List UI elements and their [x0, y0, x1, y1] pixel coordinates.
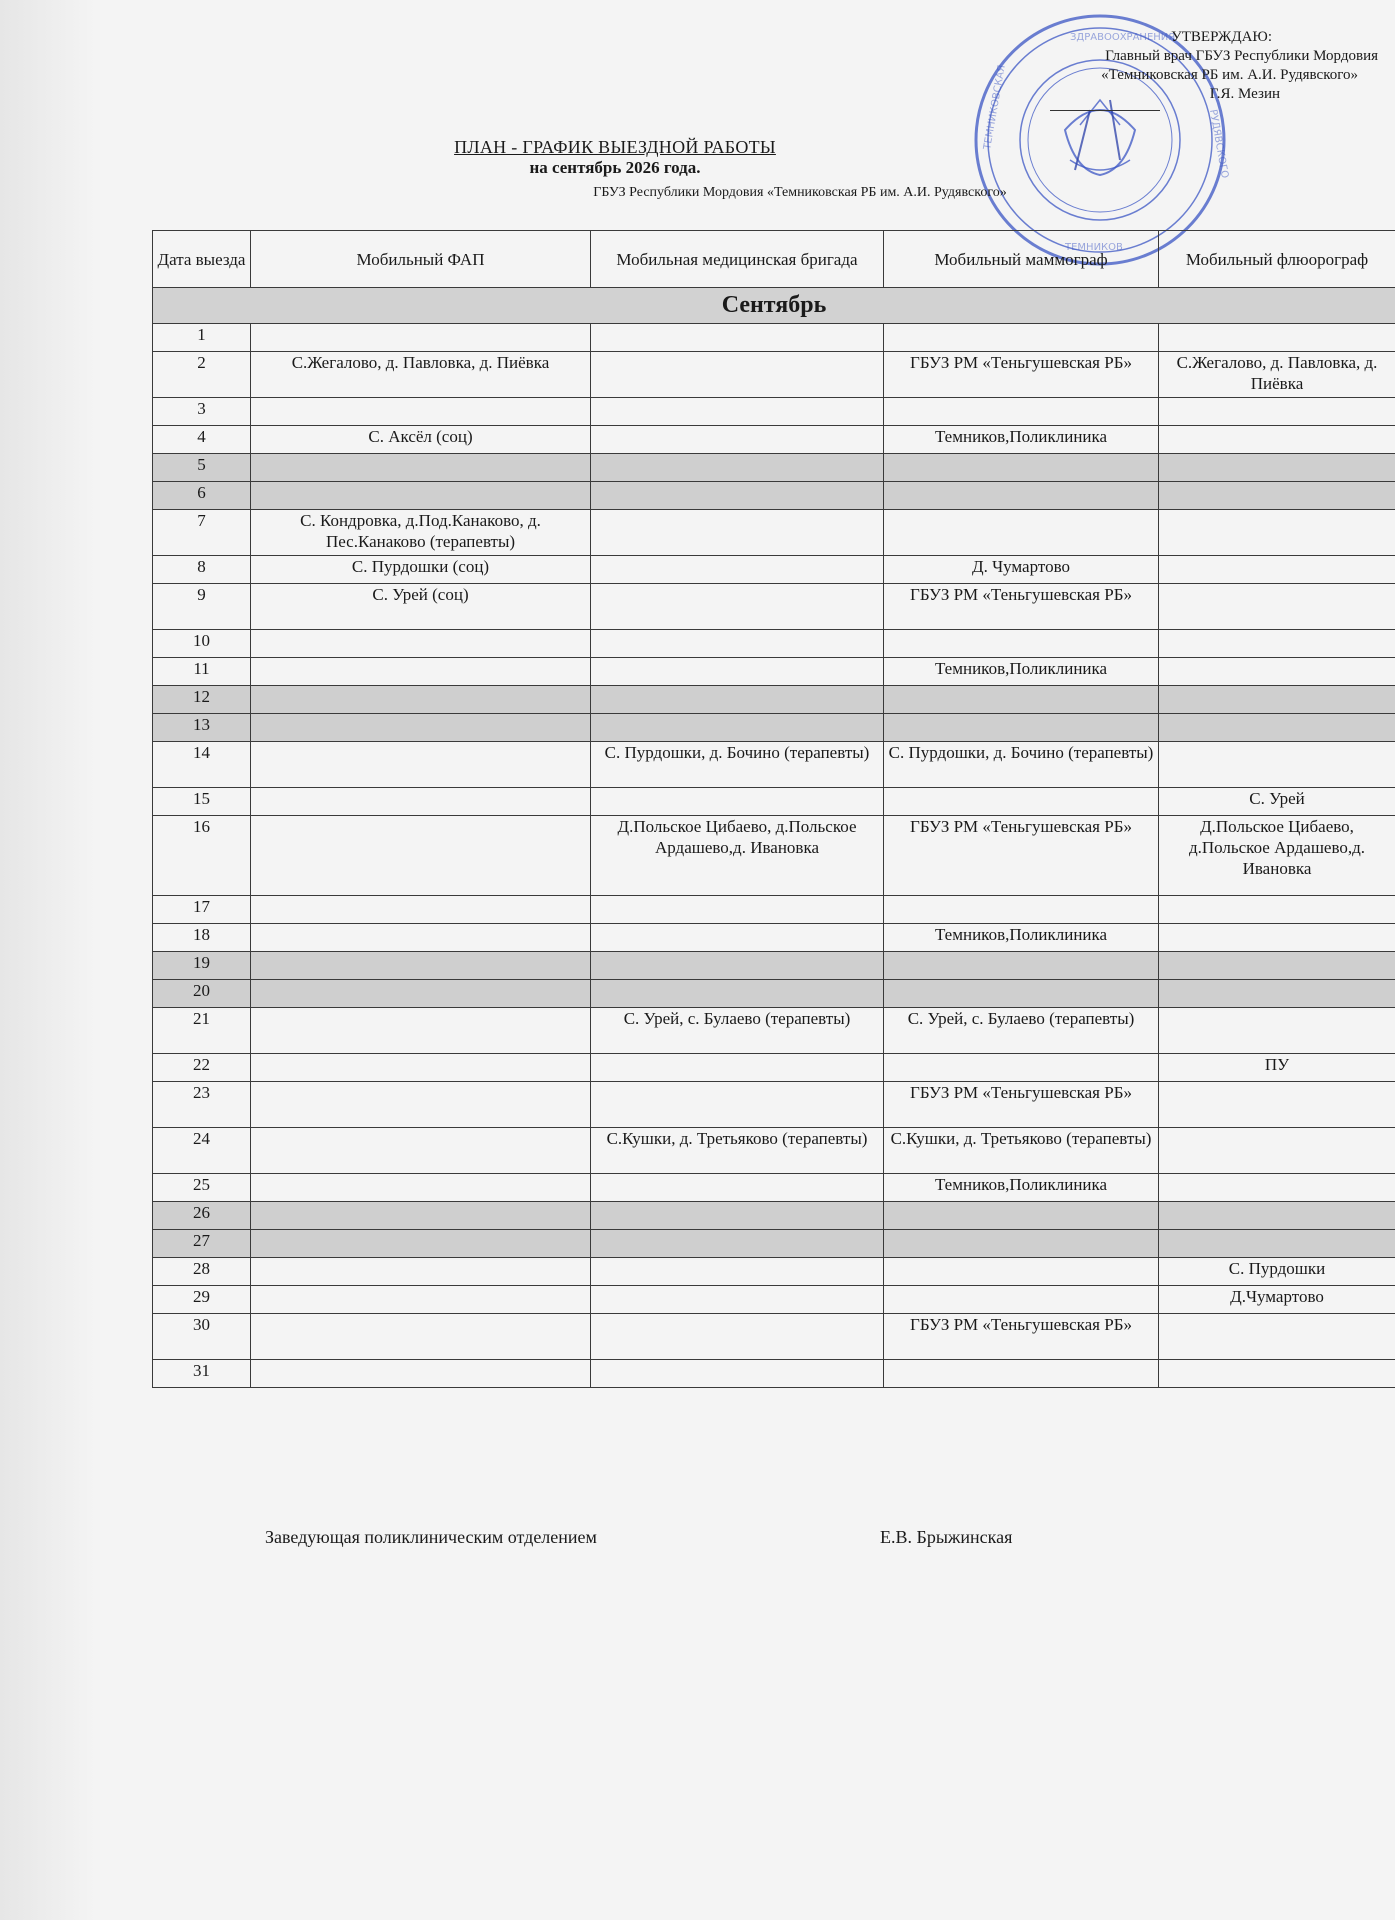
fap-cell: С.Жегалово, д. Павловка, д. Пиёвка — [251, 352, 591, 398]
fluorograph-cell — [1159, 324, 1395, 352]
brigade-cell — [591, 1314, 884, 1360]
brigade-cell — [591, 1202, 884, 1230]
fap-cell: С. Кондровка, д.Под.Канаково, д. Пес.Канаково (терапевты) — [251, 510, 591, 556]
svg-text:ТЕМНИКОВСКАЯ: ТЕМНИКОВСКАЯ — [982, 64, 1008, 151]
fluorograph-cell — [1159, 742, 1395, 788]
mammograph-cell — [884, 1202, 1159, 1230]
table-row — [153, 1128, 1395, 1174]
mammograph-cell — [884, 630, 1159, 658]
mammograph-cell: С. Урей, с. Булаево (терапевты) — [884, 1008, 1159, 1054]
fap-cell — [251, 686, 591, 714]
header-fluorograph: Мобильный флюорограф — [1159, 231, 1395, 288]
date-cell: 15 — [153, 788, 251, 816]
document-title: ПЛАН - ГРАФИК ВЫЕЗДНОЙ РАБОТЫ — [454, 137, 776, 157]
svg-text:РУДЯВСКОГО: РУДЯВСКОГО — [1207, 108, 1230, 180]
fluorograph-cell: Д.Чумартово — [1159, 1286, 1395, 1314]
fap-cell — [251, 1360, 591, 1388]
table-row — [153, 1082, 1395, 1128]
table-row — [153, 482, 1395, 510]
date-cell: 27 — [153, 1230, 251, 1258]
fluorograph-cell: ПУ — [1159, 1054, 1395, 1082]
fluorograph-cell — [1159, 1174, 1395, 1202]
approval-signature-line — [1050, 110, 1160, 111]
table-row — [153, 896, 1395, 924]
fap-cell — [251, 1128, 591, 1174]
brigade-cell — [591, 1258, 884, 1286]
fluorograph-cell: С. Пурдошки — [1159, 1258, 1395, 1286]
date-cell: 28 — [153, 1258, 251, 1286]
mammograph-cell — [884, 686, 1159, 714]
mammograph-cell — [884, 510, 1159, 556]
brigade-cell: Д.Польское Цибаево, д.Польское Ардашево,д. Ивановка — [591, 816, 884, 896]
fluorograph-cell — [1159, 896, 1395, 924]
organization-line: ГБУЗ Республики Мордовия «Темниковская РБ им. А.И. Рудявского» — [593, 185, 1007, 200]
fap-cell — [251, 658, 591, 686]
fluorograph-cell — [1159, 714, 1395, 742]
fap-cell — [251, 952, 591, 980]
fap-cell — [251, 1230, 591, 1258]
brigade-cell — [591, 1360, 884, 1388]
mammograph-cell — [884, 952, 1159, 980]
brigade-cell — [591, 630, 884, 658]
date-cell: 18 — [153, 924, 251, 952]
brigade-cell — [591, 426, 884, 454]
fluorograph-cell — [1159, 1360, 1395, 1388]
table-row — [153, 1230, 1395, 1258]
mammograph-cell: Темников,Поликлиника — [884, 426, 1159, 454]
fluorograph-cell — [1159, 1202, 1395, 1230]
fap-cell — [251, 1174, 591, 1202]
brigade-cell — [591, 1230, 884, 1258]
fap-cell — [251, 1082, 591, 1128]
fluorograph-cell: С.Жегалово, д. Павловка, д. Пиёвка — [1159, 352, 1395, 398]
fap-cell: С. Аксёл (соц) — [251, 426, 591, 454]
date-cell: 7 — [153, 510, 251, 556]
brigade-cell — [591, 398, 884, 426]
mammograph-cell — [884, 1054, 1159, 1082]
brigade-cell — [591, 510, 884, 556]
signature-block — [265, 1527, 1013, 1548]
brigade-cell — [591, 686, 884, 714]
date-cell: 30 — [153, 1314, 251, 1360]
fluorograph-cell — [1159, 556, 1395, 584]
date-cell: 16 — [153, 816, 251, 896]
mammograph-cell: С.Кушки, д. Третьяково (терапевты) — [884, 1128, 1159, 1174]
brigade-cell — [591, 1286, 884, 1314]
table-row — [153, 1202, 1395, 1230]
fluorograph-cell — [1159, 1128, 1395, 1174]
table-row — [153, 556, 1395, 584]
table-row — [153, 1174, 1395, 1202]
fluorograph-cell: С. Урей — [1159, 788, 1395, 816]
date-cell: 9 — [153, 584, 251, 630]
date-cell: 2 — [153, 352, 251, 398]
fluorograph-cell — [1159, 454, 1395, 482]
fap-cell — [251, 482, 591, 510]
table-row — [153, 980, 1395, 1008]
mammograph-cell: Темников,Поликлиника — [884, 1174, 1159, 1202]
mammograph-cell — [884, 454, 1159, 482]
table-row — [153, 1008, 1395, 1054]
table-row — [153, 1314, 1395, 1360]
date-cell: 29 — [153, 1286, 251, 1314]
fluorograph-cell — [1159, 686, 1395, 714]
mammograph-cell: ГБУЗ РМ «Теньгушевская РБ» — [884, 816, 1159, 896]
table-row — [153, 1054, 1395, 1082]
approval-heading: УТВЕРЖДАЮ: — [1171, 29, 1272, 45]
fap-cell: С. Урей (соц) — [251, 584, 591, 630]
mammograph-cell — [884, 1258, 1159, 1286]
date-cell: 5 — [153, 454, 251, 482]
table-row — [153, 1360, 1395, 1388]
fluorograph-cell — [1159, 510, 1395, 556]
brigade-cell — [591, 482, 884, 510]
fluorograph-cell — [1159, 1314, 1395, 1360]
table-row — [153, 658, 1395, 686]
table-row — [153, 510, 1395, 556]
scan-edge-shadow — [0, 0, 96, 1920]
brigade-cell — [591, 788, 884, 816]
mammograph-cell — [884, 1230, 1159, 1258]
fluorograph-cell — [1159, 658, 1395, 686]
date-cell: 21 — [153, 1008, 251, 1054]
table-row — [153, 324, 1395, 352]
fap-cell — [251, 1314, 591, 1360]
month-row — [153, 288, 1395, 324]
date-cell: 26 — [153, 1202, 251, 1230]
table-row — [153, 742, 1395, 788]
fap-cell — [251, 1054, 591, 1082]
mammograph-cell — [884, 324, 1159, 352]
fap-cell — [251, 896, 591, 924]
table-row — [153, 1286, 1395, 1314]
fap-cell: С. Пурдошки (соц) — [251, 556, 591, 584]
brigade-cell: С.Кушки, д. Третьяково (терапевты) — [591, 1128, 884, 1174]
date-cell: 13 — [153, 714, 251, 742]
mammograph-cell: ГБУЗ РМ «Теньгушевская РБ» — [884, 1082, 1159, 1128]
fluorograph-cell — [1159, 1230, 1395, 1258]
fap-cell — [251, 788, 591, 816]
mammograph-cell: Темников,Поликлиника — [884, 924, 1159, 952]
fluorograph-cell — [1159, 630, 1395, 658]
date-cell: 12 — [153, 686, 251, 714]
mammograph-cell — [884, 482, 1159, 510]
fap-cell — [251, 742, 591, 788]
mammograph-cell — [884, 980, 1159, 1008]
fap-cell — [251, 714, 591, 742]
schedule-table — [152, 230, 1395, 1388]
date-cell: 17 — [153, 896, 251, 924]
date-cell: 20 — [153, 980, 251, 1008]
header-brigade: Мобильная медицинская бригада — [591, 231, 884, 288]
fluorograph-cell — [1159, 426, 1395, 454]
date-cell: 10 — [153, 630, 251, 658]
table-row — [153, 714, 1395, 742]
brigade-cell — [591, 1054, 884, 1082]
table-row — [153, 584, 1395, 630]
brigade-cell — [591, 1174, 884, 1202]
signature-position: Заведующая поликлиническим отделением — [265, 1527, 597, 1547]
table-row — [153, 816, 1395, 896]
table-row — [153, 630, 1395, 658]
mammograph-cell — [884, 1360, 1159, 1388]
table-row — [153, 686, 1395, 714]
table-row — [153, 426, 1395, 454]
fap-cell — [251, 816, 591, 896]
date-cell: 4 — [153, 426, 251, 454]
fap-cell — [251, 1258, 591, 1286]
mammograph-cell — [884, 714, 1159, 742]
table-row — [153, 952, 1395, 980]
mammograph-cell — [884, 896, 1159, 924]
header-fap: Мобильный ФАП — [251, 231, 591, 288]
fluorograph-cell — [1159, 1082, 1395, 1128]
date-cell: 8 — [153, 556, 251, 584]
fluorograph-cell: Д.Польское Цибаево, д.Польское Ардашево,д. Ивановка — [1159, 816, 1395, 896]
brigade-cell — [591, 714, 884, 742]
date-cell: 3 — [153, 398, 251, 426]
table-row — [153, 398, 1395, 426]
brigade-cell — [591, 980, 884, 1008]
brigade-cell — [591, 896, 884, 924]
svg-text:ЗДРАВООХРАНЕНИЯ: ЗДРАВООХРАНЕНИЯ — [1070, 32, 1176, 43]
brigade-cell — [591, 454, 884, 482]
document-subtitle: на сентябрь 2026 года. — [529, 158, 701, 177]
mammograph-cell — [884, 398, 1159, 426]
brigade-cell — [591, 352, 884, 398]
approval-organization: «Темниковская РБ им. А.И. Рудявского» — [1101, 67, 1358, 83]
table-row — [153, 788, 1395, 816]
fap-cell — [251, 980, 591, 1008]
table-row — [153, 352, 1395, 398]
fap-cell — [251, 324, 591, 352]
date-cell: 31 — [153, 1360, 251, 1388]
date-cell: 1 — [153, 324, 251, 352]
header-date: Дата выезда — [153, 231, 251, 288]
fluorograph-cell — [1159, 924, 1395, 952]
mammograph-cell: С. Пурдошки, д. Бочино (терапевты) — [884, 742, 1159, 788]
brigade-cell — [591, 324, 884, 352]
fap-cell — [251, 924, 591, 952]
table-row — [153, 1258, 1395, 1286]
date-cell: 24 — [153, 1128, 251, 1174]
table-row — [153, 454, 1395, 482]
date-cell: 23 — [153, 1082, 251, 1128]
mammograph-cell: Д. Чумартово — [884, 556, 1159, 584]
fluorograph-cell — [1159, 1008, 1395, 1054]
approval-name: Г.Я. Мезин — [1209, 86, 1280, 102]
header-row — [153, 231, 1395, 288]
brigade-cell — [591, 924, 884, 952]
mammograph-cell — [884, 788, 1159, 816]
fluorograph-cell — [1159, 980, 1395, 1008]
fap-cell — [251, 1202, 591, 1230]
mammograph-cell: ГБУЗ РМ «Теньгушевская РБ» — [884, 352, 1159, 398]
fap-cell — [251, 398, 591, 426]
fluorograph-cell — [1159, 952, 1395, 980]
date-cell: 19 — [153, 952, 251, 980]
brigade-cell — [591, 1082, 884, 1128]
mammograph-cell — [884, 1286, 1159, 1314]
brigade-cell — [591, 658, 884, 686]
svg-text:ТЕМНИКОВ: ТЕМНИКОВ — [1065, 242, 1123, 253]
mammograph-cell: ГБУЗ РМ «Теньгушевская РБ» — [884, 1314, 1159, 1360]
fap-cell — [251, 630, 591, 658]
date-cell: 14 — [153, 742, 251, 788]
brigade-cell: С. Урей, с. Булаево (терапевты) — [591, 1008, 884, 1054]
brigade-cell — [591, 952, 884, 980]
fap-cell — [251, 1286, 591, 1314]
brigade-cell: С. Пурдошки, д. Бочино (терапевты) — [591, 742, 884, 788]
title-block — [430, 136, 800, 178]
brigade-cell — [591, 584, 884, 630]
signature-name: Е.В. Брыжинская — [880, 1527, 1013, 1547]
approval-position: Главный врач ГБУЗ Республики Мордовия — [1105, 48, 1378, 64]
approval-block — [1000, 28, 1380, 104]
brigade-cell — [591, 556, 884, 584]
fluorograph-cell — [1159, 584, 1395, 630]
month-label: Сентябрь — [153, 288, 1395, 324]
fap-cell — [251, 1008, 591, 1054]
date-cell: 11 — [153, 658, 251, 686]
table-row — [153, 924, 1395, 952]
fluorograph-cell — [1159, 482, 1395, 510]
header-mammograph: Мобильный маммограф — [884, 231, 1159, 288]
date-cell: 22 — [153, 1054, 251, 1082]
date-cell: 25 — [153, 1174, 251, 1202]
fap-cell — [251, 454, 591, 482]
fluorograph-cell — [1159, 398, 1395, 426]
mammograph-cell: ГБУЗ РМ «Теньгушевская РБ» — [884, 584, 1159, 630]
date-cell: 6 — [153, 482, 251, 510]
mammograph-cell: Темников,Поликлиника — [884, 658, 1159, 686]
